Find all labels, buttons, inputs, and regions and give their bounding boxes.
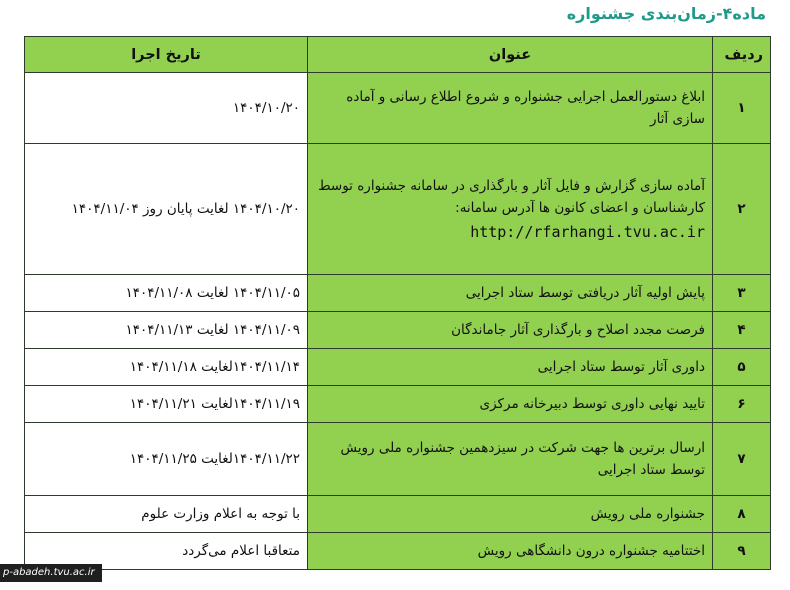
row-index: ۴ [713,312,771,349]
row-index: ۱ [713,73,771,144]
table-row [25,73,771,144]
row-title: جشنواره ملی رویش [308,496,713,533]
table-row [25,533,771,570]
row-date: ۱۴۰۴/۱۱/۲۲لغایت ۱۴۰۴/۱۱/۲۵ [25,423,308,496]
row-title: تایید نهایی داوری توسط دبیرخانه مرکزی [308,386,713,423]
row-date: ۱۴۰۴/۱۱/۰۵ لغایت ۱۴۰۴/۱۱/۰۸ [25,275,308,312]
page-heading: ماده۴-زمان‌بندی جشنواره [566,4,766,23]
row-index: ۹ [713,533,771,570]
header-title: عنوان [308,37,713,73]
row-date: ۱۴۰۴/۱۰/۲۰ [25,73,308,144]
table-row [25,386,771,423]
table-row [25,349,771,386]
table-row [25,312,771,349]
row-index: ۷ [713,423,771,496]
row-index: ۳ [713,275,771,312]
row-title: ابلاغ دستورالعمل اجرایی جشنواره و شروع اطلاع رسانی و آماده سازی آثار [308,73,713,144]
row-date: ۱۴۰۴/۱۱/۱۹لغایت ۱۴۰۴/۱۱/۲۱ [25,386,308,423]
row-date: ۱۴۰۴/۱۱/۰۹ لغایت ۱۴۰۴/۱۱/۱۳ [25,312,308,349]
row-index: ۶ [713,386,771,423]
row-title: پایش اولیه آثار دریافتی توسط ستاد اجرایی [308,275,713,312]
header-index: ردیف [713,37,771,73]
table-row [25,275,771,312]
row-title: آماده سازی گزارش و فایل آثار و بارگذاری در سامانه جشنواره توسط کارشناسان و اعضای کانون ها آدرس سامانه: [318,178,705,216]
row-date: با توجه به اعلام وزارت علوم [25,496,308,533]
site-watermark: p-abadeh.tvu.ac.ir [0,564,102,582]
system-url-link[interactable]: http://rfarhangi.tvu.ac.ir [470,223,705,241]
header-date: تاریخ اجرا [25,37,308,73]
row-date: ۱۴۰۴/۱۰/۲۰ لغایت پایان روز ۱۴۰۴/۱۱/۰۴ [25,144,308,275]
row-index: ۵ [713,349,771,386]
row-title-cell [308,144,713,275]
row-date: ۱۴۰۴/۱۱/۱۴لغایت ۱۴۰۴/۱۱/۱۸ [25,349,308,386]
row-title: فرصت مجدد اصلاح و بارگذاری آثار جاماندگان [308,312,713,349]
table-header-row [25,37,771,73]
schedule-table [24,36,771,570]
table-row [25,496,771,533]
row-title: داوری آثار توسط ستاد اجرایی [308,349,713,386]
row-index: ۸ [713,496,771,533]
row-title: اختتامیه جشنواره درون دانشگاهی رویش [308,533,713,570]
table-row [25,144,771,275]
row-index: ۲ [713,144,771,275]
row-date: متعاقبا اعلام می‌گردد [25,533,308,570]
row-title: ارسال برترین ها جهت شرکت در سیزدهمین جشنواره ملی رویش توسط ستاد اجرایی [308,423,713,496]
table-row [25,423,771,496]
